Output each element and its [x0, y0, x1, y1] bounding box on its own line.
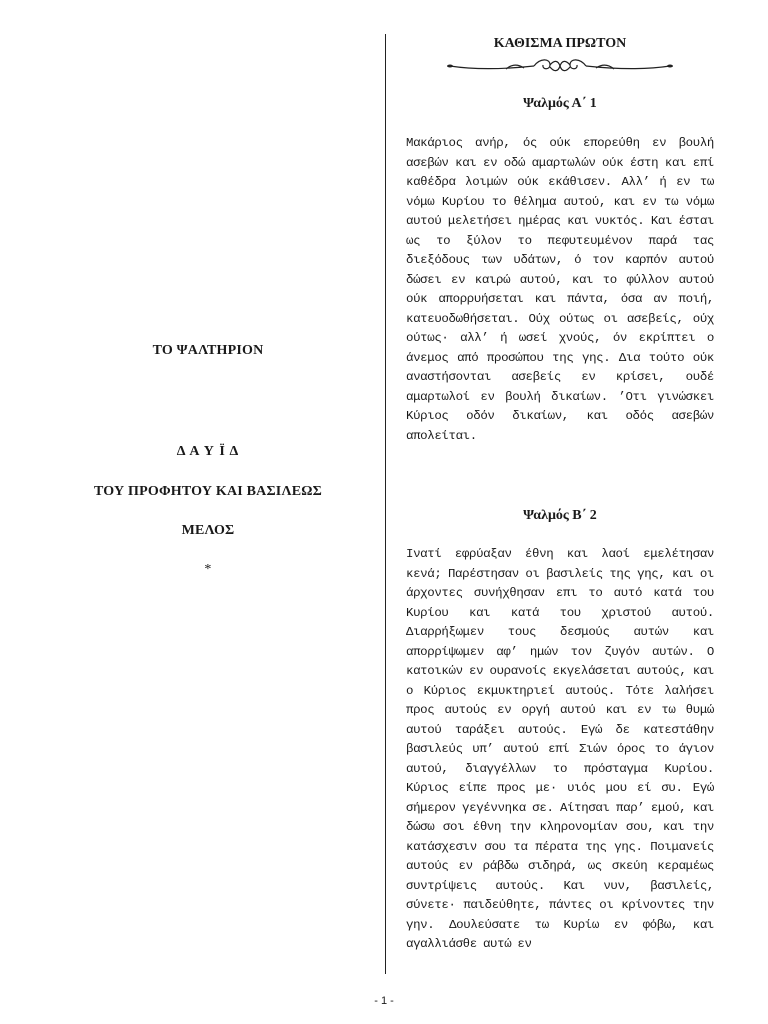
psalm-text-column — [406, 0, 714, 1000]
book-subtitle: ΤΟΥ ΠΡΟΦΗΤΟΥ ΚΑΙ ΒΑΣΙΛΕΩΣ — [93, 484, 322, 499]
column-divider — [385, 34, 386, 974]
psalm-text: Μακάριος ανήρ, ός ούκ επορεύθη εν βουλή ασεβών και εν οδώ αμαρτωλών ούκ έστη και επί καθέδρα λοιμών ούκ εκάθισεν. Αλλ’ ή εν τω νόμω Κυρίου το θέλημα αυτού, και εν τω νόμω αυτού μελετήσει ημέρας και νυκτός. Και έσται ως το ξύλον το πεφυτευμένον παρά τας διεξόδους των υδάτων, ό τον καρπόν αυτού δώσει εν καιρώ αυτού, και το φύλλον αυτού ούκ απορρυήσεται και πάντα, όσα αν ποιή, κατευοδωθήσεται. Ούχ ούτως οι ασεβείς, ούχ ούτως· αλλ’ ή ωσεί χνούς, όν εκρίπτει ο άνεμος από προσώπου της γης. Δια τούτο ούκ αναστήσονται ασεβείς εν κρίσει, ουδέ αμαρτωλοί εν βουλή δικαίων. ’Οτι γινώσκει Κύριος οδόν δικαίων, και οδός ασεβών απολείται. — [406, 136, 714, 443]
title-page-column — [60, 0, 356, 1024]
ornamental-flourish-icon — [446, 54, 674, 78]
book-title: ΤΟ ΨΑΛΤΗΡΙΟΝ — [152, 343, 264, 358]
section-title: ΚΑΘΙΣΜΑ ΠΡΩΤΟΝ — [493, 36, 627, 51]
psalm-text: Ινατί εφρύαξαν έθνη και λαοί εμελέτησαν κενά; Παρέστησαν οι βασιλείς της γης, και οι άρχοντες συνήχθησαν επι το αυτό κατά του Κυρίου και κατά του χριστού αυτού. Διαρρήξωμεν τους δεσμούς αυτών και απορρίψωμεν αφ’ ημών τον ζυγόν αυτών. Ο κατοικών εν ουρανοίς εκγελάσεται αυτούς, και ο Κύριος εκμυκτηριεί αυτούς. Τότε λαλήσει προς αυτούς εν οργή αυτού και εν τω θυμώ αυτού ταράξει αυτούς. Εγώ δε κατεστάθην βασιλεύς υπ’ αυτού επί Σιών όρος το άγιον αυτού, διαγγέλλων το πρόσταγμα Κυρίου. Κύριος είπε προς με· υιός μου εί συ. Εγώ σήμερον γεγέννηκα σε. Αίτησαι παρ’ εμού, και δώσω σοι έθνη την κληρονομίαν σου, και την κατάσχεσιν σου τα πέρατα της γης. Ποιμανείς αυτούς εν ράβδω σιδηρά, ως σκεύη κεραμέως συντρίψεις αυτούς. Και νυν, βασιλείς, σύνετε· παιδεύθητε, πάντες οι κρίνοντες την γην. Δουλεύσατε τω Κυρίω εν φόβω, και αγαλλιάσθε αυτώ εν — [406, 547, 714, 951]
psalm-heading: Ψαλμός Β΄ 2 — [523, 508, 597, 523]
psalm-heading: Ψαλμός Α΄ 1 — [523, 96, 597, 111]
author-name: Δ Α Υ Ϊ Δ — [176, 444, 240, 459]
asterisk-mark: * — [204, 562, 212, 577]
page-number: - 1 - — [374, 995, 394, 1007]
melos-label: ΜΕΛΟΣ — [181, 523, 235, 538]
